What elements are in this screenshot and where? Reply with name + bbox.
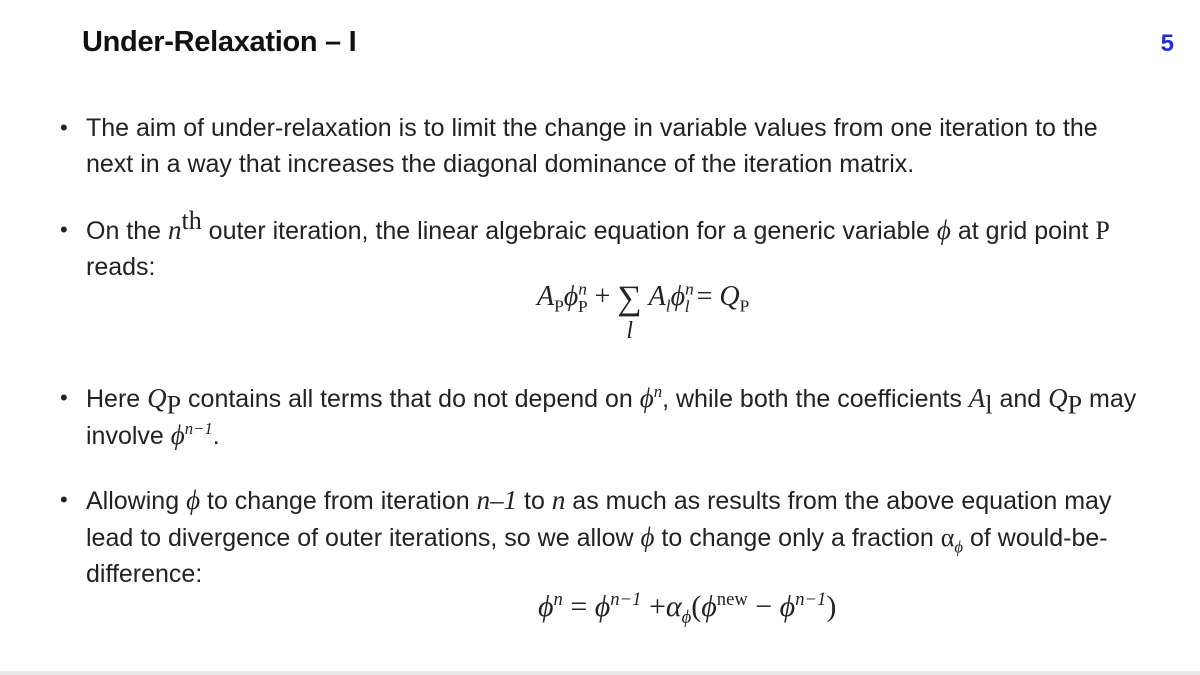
equation-under-relaxation: $\phi^n = \phi^{n-1} +\alpha_\phi(\phi^{new} - \phi^{n-1})$	[538, 589, 837, 628]
math-n: n	[551, 485, 566, 515]
math-phi: ϕ	[186, 485, 201, 515]
page-number: 5	[1160, 30, 1174, 57]
bullet-dot: •	[60, 385, 68, 410]
equation-linear-algebraic: $A_P\phi^n_P$ + ∑ l $A_l\phi^n_l = Q_P$	[537, 279, 750, 344]
bullet-1-text: The aim of under-relaxation is to limit the change in variable values from one iteration to the next in a way that increases the diagonal dominance of the iteration matrix.	[86, 114, 1098, 178]
slide-title: Under-Relaxation – I	[82, 26, 357, 58]
math-phi-n: $\phi^n$	[639, 382, 663, 413]
footer-divider	[0, 671, 1200, 675]
bullet-4-text: Allowing ϕ to change from iteration n–1 to n as much as results from the above equation may lead to divergence of outer iterations, so we allow ϕ to change only a fraction $\alpha_\phi$ of would-be-difference:	[86, 485, 1112, 588]
summation: ∑ l	[617, 280, 642, 344]
math-phi-nm1: $\phi^{n-1}$	[170, 419, 213, 450]
bullet-2	[60, 206, 1160, 285]
math-phi: ϕ	[936, 215, 951, 245]
bullet-dot: •	[60, 487, 68, 512]
bullet-1	[60, 110, 1150, 182]
bullet-2-text: On the $n^{th}$ outer iteration, the linear algebraic equation for a generic variable ϕ at grid point P reads:	[86, 206, 1110, 281]
bullet-3-text: Here $Q_P$ contains all terms that do not depend on $\phi^n$, while both the coefficients $A_l$ and $Q_P$ may involve $\phi^{n-1}$.	[86, 382, 1137, 450]
bullet-4	[60, 482, 1120, 592]
math-alpha-phi: $\alpha_\phi$	[940, 523, 964, 557]
bullet-3	[60, 380, 1160, 454]
bullet-dot: •	[60, 217, 68, 242]
math-P: P	[1095, 216, 1110, 245]
math-Q: $Q_P$	[147, 383, 182, 420]
math-n: $n^{th}$	[168, 206, 202, 245]
math-phi: ϕ	[640, 522, 655, 552]
math-n-minus-1: n–1	[476, 485, 518, 515]
math-Q: $Q_P$	[1048, 383, 1083, 420]
bullet-dot: •	[60, 115, 68, 140]
math-A: $A_l$	[968, 383, 993, 420]
